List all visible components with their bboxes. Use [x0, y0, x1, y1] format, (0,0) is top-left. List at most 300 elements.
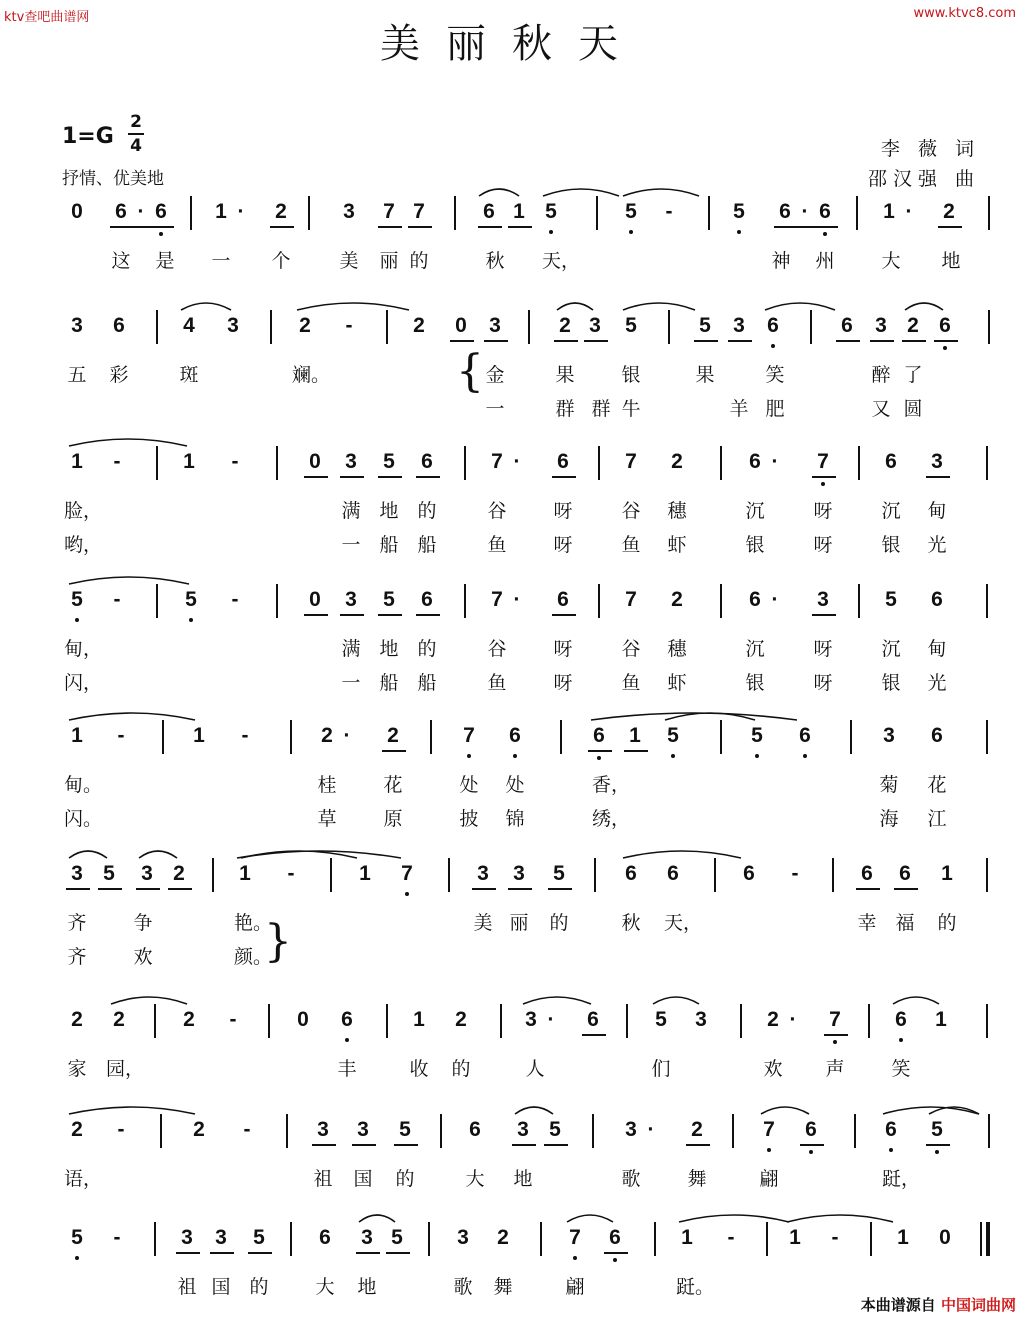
underline-beam [624, 750, 648, 752]
note: 2 [71, 1118, 83, 1141]
lyric-syllable: 翩 [565, 1276, 585, 1298]
slur-mark [622, 184, 700, 198]
note: 7 [413, 200, 425, 223]
dot-duration: · [137, 200, 145, 223]
lyric-syllable: 呀 [813, 534, 833, 556]
note: 7 [463, 724, 475, 747]
note: 3 [141, 862, 153, 885]
lyric-syllable: 的 [409, 250, 429, 272]
lyric-syllable: 海 [879, 808, 899, 830]
dot-duration: · [513, 450, 521, 473]
slur-mark [180, 298, 232, 312]
note: 6 [557, 588, 569, 611]
note: 5 [667, 724, 679, 747]
slur-mark [652, 992, 700, 1006]
bar-line [708, 196, 710, 230]
bar-line [430, 720, 432, 754]
lyric-syllable: 齐 [67, 946, 87, 968]
note: 1 [681, 1226, 693, 1249]
lyric-syllable: 船 [379, 534, 399, 556]
lyric-syllable: 光 [927, 672, 947, 694]
note: 1 [359, 862, 371, 885]
bar-line [386, 310, 388, 344]
underline-beam [902, 340, 926, 342]
bar-line [870, 1222, 872, 1256]
bar-line [766, 1222, 768, 1256]
lyric-syllable: 一 [341, 672, 361, 694]
note: 6 [749, 588, 761, 611]
lyric-syllable: 的 [417, 638, 437, 660]
slur-mark [928, 1102, 980, 1116]
underline-beam [340, 614, 364, 616]
lyric-syllable: 这 [111, 250, 131, 272]
lyric-syllable: 呀 [553, 534, 573, 556]
lyric-syllable: 笑 [891, 1058, 911, 1080]
underline-beam [552, 476, 576, 478]
bar-line [160, 1114, 162, 1148]
lyric-syllable: 大 [315, 1276, 335, 1298]
underline-beam [926, 476, 950, 478]
bar-line [986, 584, 988, 618]
note: 3 [215, 1226, 227, 1249]
lyric-syllable: 闪。 [64, 808, 103, 830]
underline-beam [386, 1252, 410, 1254]
underline-beam [478, 226, 502, 228]
note: 1 [941, 862, 953, 885]
note: 7 [817, 450, 829, 473]
slur-mark [296, 298, 410, 312]
note: 2 [455, 1008, 467, 1031]
underline-beam [894, 888, 918, 890]
note: 6 [115, 200, 127, 223]
dash-extension: - [791, 862, 799, 885]
lyric-syllable: 沉 [881, 638, 901, 660]
lyric-syllable: 斑 [179, 364, 199, 386]
underline-beam [812, 476, 836, 478]
watermark-left: ktv查吧曲谱网 [4, 10, 90, 25]
bar-line [596, 196, 598, 230]
note: 3 [457, 1226, 469, 1249]
underline-beam [508, 226, 532, 228]
underline-beam [352, 1144, 376, 1146]
underline-beam [508, 888, 532, 890]
slur-mark [556, 298, 594, 312]
bar-line [286, 1114, 288, 1148]
note: 7 [829, 1008, 841, 1031]
lyric-syllable: 甸， [64, 638, 103, 660]
lyric-syllable: 闪， [64, 672, 103, 694]
slur-mark [68, 846, 108, 860]
underline-beam [98, 888, 122, 890]
note: 3 [317, 1118, 329, 1141]
dash-extension: - [117, 1118, 125, 1141]
underline-beam [472, 888, 496, 890]
note: 6 [799, 724, 811, 747]
note: 7 [569, 1226, 581, 1249]
low-octave-dot [823, 232, 827, 236]
underline-beam [836, 340, 860, 342]
bar-line [850, 720, 852, 754]
lyric-syllable: 秋 [621, 912, 641, 934]
note: 1 [897, 1226, 909, 1249]
low-octave-dot [833, 1040, 837, 1044]
note: 7 [491, 588, 503, 611]
lyric-syllable: 五 [67, 364, 87, 386]
slur-mark [68, 1102, 196, 1116]
note: 3 [517, 1118, 529, 1141]
underline-beam [176, 1252, 200, 1254]
note: 3 [357, 1118, 369, 1141]
underline-beam [694, 340, 718, 342]
dot-duration: · [905, 200, 913, 223]
lyric-syllable: 光 [927, 534, 947, 556]
note: 2 [413, 314, 425, 337]
bar-line [500, 1004, 502, 1038]
underline-beam [812, 614, 836, 616]
bar-line [162, 720, 164, 754]
lyric-syllable: 群 [555, 398, 575, 420]
lyric-syllable: 的 [451, 1058, 471, 1080]
note: 6 [557, 450, 569, 473]
underline-beam [484, 340, 508, 342]
lyric-syllable: 原 [383, 808, 403, 830]
dash-extension: - [345, 314, 353, 337]
bar-line [868, 1004, 870, 1038]
bar-line [668, 310, 670, 344]
lyric-syllable: 一 [211, 250, 231, 272]
note: 5 [699, 314, 711, 337]
score-system [0, 858, 1024, 978]
note: 6 [899, 862, 911, 885]
lyric-syllable: 披 [459, 808, 479, 830]
note: 5 [549, 1118, 561, 1141]
bar-line [980, 1222, 982, 1256]
time-signature [128, 112, 144, 156]
lyric-syllable: 们 [651, 1058, 671, 1080]
note: 6 [319, 1226, 331, 1249]
note: 1 [629, 724, 641, 747]
lyric-syllable: 丰 [337, 1058, 357, 1080]
lyric-syllable: 银 [881, 534, 901, 556]
bar-line [986, 1004, 988, 1038]
note: 1 [71, 724, 83, 747]
underline-beam [416, 614, 440, 616]
bar-line [740, 1004, 742, 1038]
lyric-syllable: 草 [317, 808, 337, 830]
lyric-syllable: 大 [465, 1168, 485, 1190]
low-octave-dot [899, 1038, 903, 1042]
note: 7 [625, 450, 637, 473]
lyric-syllable: 的 [549, 912, 569, 934]
lyric-syllable: 笑 [765, 364, 785, 386]
lyric-syllable: 银 [745, 534, 765, 556]
bar-line [986, 720, 988, 754]
dot-duration: · [789, 1008, 797, 1031]
bar-line [156, 310, 158, 344]
note: 6 [931, 588, 943, 611]
lyric-syllable: 果 [555, 364, 575, 386]
note: 2 [671, 450, 683, 473]
lyric-syllable: 跹。 [676, 1276, 715, 1298]
song-title: 美丽秋天 [380, 21, 644, 67]
underline-beam [248, 1252, 272, 1254]
underline-beam [394, 1144, 418, 1146]
slur-mark [514, 1102, 554, 1116]
note: 0 [939, 1226, 951, 1249]
lyric-syllable: 果 [695, 364, 715, 386]
note: 3 [71, 862, 83, 885]
lyric-syllable: 又 [871, 398, 891, 420]
bar-line [598, 584, 600, 618]
note: 5 [185, 588, 197, 611]
bar-line [464, 446, 466, 480]
underline-beam [378, 614, 402, 616]
note: 6 [341, 1008, 353, 1031]
lyric-syllable: 艳。 [234, 912, 273, 934]
lyric-syllable: 甸。 [64, 774, 103, 796]
lyric-syllable: 颜。 [234, 946, 273, 968]
lyric-syllable: 哟， [64, 534, 103, 556]
slur-mark [138, 846, 178, 860]
lyric-syllable: 家 [67, 1058, 87, 1080]
note: 6 [743, 862, 755, 885]
bar-line [986, 446, 988, 480]
note: 1 [239, 862, 251, 885]
note: 1 [193, 724, 205, 747]
lyric-syllable: 牛 [621, 398, 641, 420]
lyric-syllable: 争 [133, 912, 153, 934]
lyric-syllable: 虾 [667, 672, 687, 694]
bar-line [270, 310, 272, 344]
note: 5 [885, 588, 897, 611]
lyric-syllable: 银 [621, 364, 641, 386]
note: 3 [345, 450, 357, 473]
note: 1 [413, 1008, 425, 1031]
slur-mark [892, 992, 940, 1006]
underline-beam [814, 226, 838, 228]
note: 2 [943, 200, 955, 223]
lyric-syllable: 锦 [505, 808, 525, 830]
lyric-brace-right: } [264, 916, 292, 967]
underline-beam [356, 1252, 380, 1254]
note: 3 [343, 200, 355, 223]
bar-line [598, 446, 600, 480]
dash-extension: - [287, 862, 295, 885]
low-octave-dot [513, 754, 517, 758]
lyric-syllable: 船 [417, 672, 437, 694]
note: 2 [671, 588, 683, 611]
dash-extension: - [231, 588, 239, 611]
lyric-syllable: 呀 [813, 500, 833, 522]
underline-beam [210, 1252, 234, 1254]
underline-beam [450, 340, 474, 342]
dash-extension: - [831, 1226, 839, 1249]
lyric-syllable: 天， [664, 912, 703, 934]
underline-beam [604, 1252, 628, 1254]
lyric-syllable: 银 [881, 672, 901, 694]
underline-beam [416, 476, 440, 478]
underline-beam [382, 750, 406, 752]
dot-duration: · [343, 724, 351, 747]
slur-mark [358, 1210, 396, 1224]
lyric-syllable: 花 [383, 774, 403, 796]
note: 5 [253, 1226, 265, 1249]
final-bar-line [986, 1222, 990, 1256]
lyric-syllable: 一 [485, 398, 505, 420]
slur-mark [240, 846, 358, 860]
lyric-syllable: 园， [106, 1058, 145, 1080]
underline-beam [554, 340, 578, 342]
bar-line [190, 196, 192, 230]
underline-beam [408, 226, 432, 228]
slur-mark [68, 708, 196, 722]
note: 5 [383, 588, 395, 611]
bar-line [858, 584, 860, 618]
bar-line [308, 196, 310, 230]
note: 6 [805, 1118, 817, 1141]
lyric-syllable: 穗 [667, 638, 687, 660]
low-octave-dot [573, 1256, 577, 1260]
lyric-syllable: 沉 [745, 638, 765, 660]
underline-beam [938, 226, 962, 228]
note: 1 [935, 1008, 947, 1031]
dot-duration: · [647, 1118, 655, 1141]
lyric-syllable: 呀 [553, 672, 573, 694]
lyric-syllable: 大 [881, 250, 901, 272]
slur-mark [542, 184, 620, 198]
note: 3 [525, 1008, 537, 1031]
lyric-syllable: 呀 [553, 638, 573, 660]
time-signature-bottom: 4 [130, 136, 142, 156]
note: 7 [763, 1118, 775, 1141]
lyric-syllable: 谷 [621, 638, 641, 660]
underline-beam [728, 340, 752, 342]
lyric-syllable: 齐 [67, 912, 87, 934]
lyric-syllable: 秋 [485, 250, 505, 272]
lyric-syllable: 祖 [177, 1276, 197, 1298]
lyric-syllable: 跹， [882, 1168, 921, 1190]
dot-duration: · [513, 588, 521, 611]
lyric-syllable: 谷 [621, 500, 641, 522]
note: 0 [297, 1008, 309, 1031]
score-system [0, 720, 1024, 840]
bar-line [464, 584, 466, 618]
lyric-syllable: 一 [341, 534, 361, 556]
note: 0 [71, 200, 83, 223]
note: 2 [691, 1118, 703, 1141]
bar-line [810, 310, 812, 344]
lyric-syllable: 肥 [765, 398, 785, 420]
note: 5 [391, 1226, 403, 1249]
lyric-syllable: 满 [341, 638, 361, 660]
lyric-syllable: 歌 [621, 1168, 641, 1190]
lyric-syllable: 甸 [927, 500, 947, 522]
note: 3 [931, 450, 943, 473]
underline-beam [378, 476, 402, 478]
lyric-syllable: 银 [745, 672, 765, 694]
note: 3 [589, 314, 601, 337]
score-system [0, 446, 1024, 566]
note: 6 [509, 724, 521, 747]
lyric-syllable: 船 [379, 672, 399, 694]
note: 6 [155, 200, 167, 223]
bar-line [448, 858, 450, 892]
low-octave-dot [549, 230, 553, 234]
bar-line [268, 1004, 270, 1038]
note: 6 [819, 200, 831, 223]
lyric-syllable: 翩 [759, 1168, 779, 1190]
lyric-syllable: 鱼 [487, 672, 507, 694]
bar-line [720, 584, 722, 618]
note: 0 [309, 450, 321, 473]
lyric-syllable: 福 [895, 912, 915, 934]
low-octave-dot [943, 346, 947, 350]
underline-beam [66, 888, 90, 890]
lyric-syllable: 地 [941, 250, 961, 272]
dash-extension: - [243, 1118, 251, 1141]
key-signature: 1=G [62, 124, 114, 149]
note: 7 [491, 450, 503, 473]
slur-mark [110, 992, 188, 1006]
bar-line [540, 1222, 542, 1256]
score-system [0, 584, 1024, 704]
lyric-syllable: 的 [417, 500, 437, 522]
note: 6 [483, 200, 495, 223]
score-system [0, 310, 1024, 430]
note: 3 [817, 588, 829, 611]
note: 3 [361, 1226, 373, 1249]
score-system [0, 196, 1024, 316]
dash-extension: - [113, 588, 121, 611]
underline-beam [168, 888, 192, 890]
lyric-syllable: 处 [505, 774, 525, 796]
note: 5 [103, 862, 115, 885]
watermark-right: www.ktvc8.com [913, 6, 1016, 21]
underline-beam [934, 340, 958, 342]
lyric-syllable: 语， [64, 1168, 103, 1190]
note: 2 [497, 1226, 509, 1249]
underline-beam [686, 1144, 710, 1146]
low-octave-dot [159, 232, 163, 236]
dash-extension: - [113, 1226, 121, 1249]
underline-beam [824, 1034, 848, 1036]
lyric-syllable: 绣， [592, 808, 631, 830]
low-octave-dot [405, 892, 409, 896]
note: 5 [383, 450, 395, 473]
note: 2 [113, 1008, 125, 1031]
note: 5 [553, 862, 565, 885]
lyric-syllable: 丽 [509, 912, 529, 934]
lyric-syllable: 收 [409, 1058, 429, 1080]
lyric-syllable: 神 [771, 250, 791, 272]
low-octave-dot [771, 344, 775, 348]
lyric-syllable: 个 [271, 250, 291, 272]
note: 5 [625, 314, 637, 337]
bar-line [276, 446, 278, 480]
note: 7 [383, 200, 395, 223]
underline-beam [544, 1144, 568, 1146]
bar-line [528, 310, 530, 344]
note: 6 [779, 200, 791, 223]
bar-line [276, 584, 278, 618]
note: 6 [931, 724, 943, 747]
lyric-syllable: 幸 [857, 912, 877, 934]
note: 6 [749, 450, 761, 473]
dot-duration: · [547, 1008, 555, 1031]
note: 3 [71, 314, 83, 337]
note: 6 [421, 588, 433, 611]
lyric-syllable: 的 [249, 1276, 269, 1298]
